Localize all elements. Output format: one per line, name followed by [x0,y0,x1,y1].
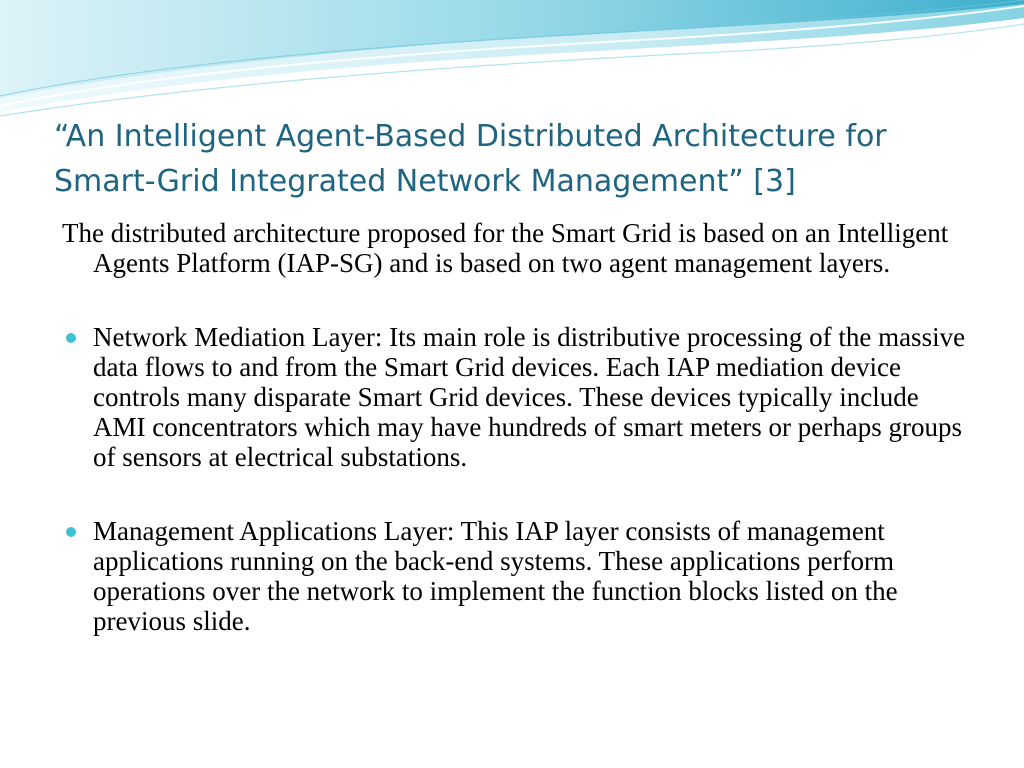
slide-title-line-1: “An Intelligent Agent-Based Distributed Architecture for [54,119,887,154]
slide-title [54,114,984,204]
bullet-dot-icon [66,333,76,343]
slide-body [62,218,972,680]
header-wave-decoration [0,0,1024,130]
bullet-text: Management Applications Layer: This IAP layer consists of management applications running on the back-end systems. These applications perform operations over the network to implement the function blocks listed on the previous slide. [93,516,898,636]
bullet-dot-icon [66,527,76,537]
slide-title-line-2: Smart-Grid Integrated Network Management” [3] [54,164,796,199]
bullet-item-management-applications-layer [62,516,972,636]
intro-paragraph: The distributed architecture proposed for the Smart Grid is based on an Intelligent Agents Platform (IAP-SG) and is based on two agent management layers. [62,218,949,278]
bullet-item-network-mediation-layer [62,322,972,472]
bullet-text: Network Mediation Layer: Its main role is distributive processing of the massive data flows to and from the Smart Grid devices. Each IAP mediation device controls many disparate Smart Grid devices. These devices typically include AMI concentrators which may have hundreds of smart meters or perhaps groups of sensors at electrical substations. [93,322,966,472]
